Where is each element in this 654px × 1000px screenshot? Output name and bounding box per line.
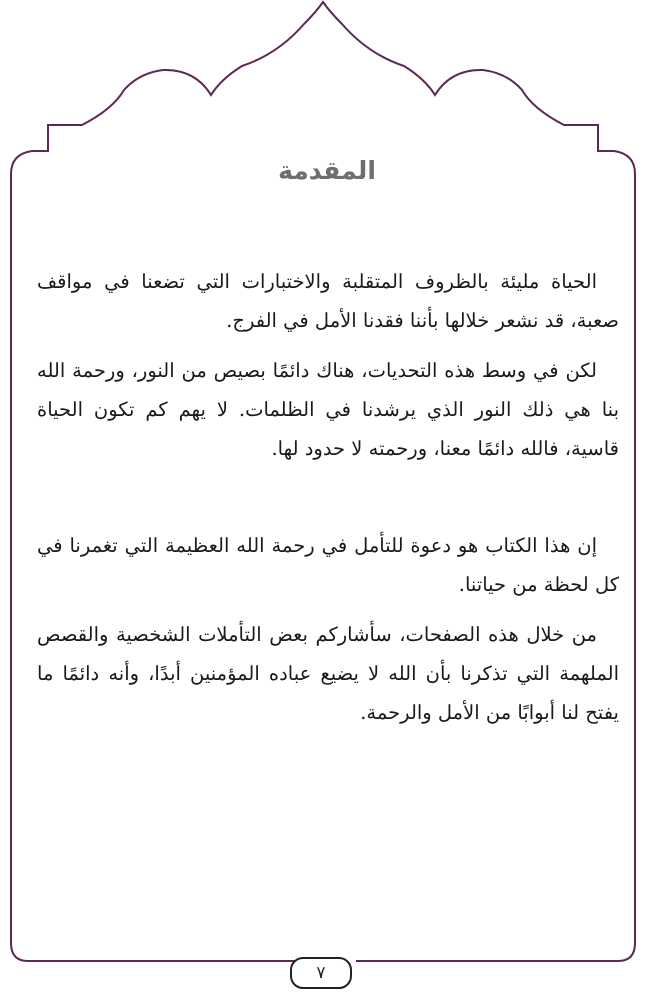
- page-title: المقدمة: [278, 156, 376, 185]
- paragraph-1: الحياة مليئة بالظروف المتقلبة والاختبارات التي تضعنا في مواقف صعبة، قد نشعر خلالها بأننا فقدنا الأمل في الفرج.: [37, 270, 619, 332]
- paragraph-4: من خلال هذه الصفحات، سأشاركم بعض التأملات الشخصية والقصص الملهمة التي تذكرنا بأن الله لا يضيع عباده المؤمنين أبدًا، وأنه دائمًا ما يفتح لنا أبوابًا من الأمل والرحمة.: [37, 623, 619, 724]
- body-text: [37, 262, 619, 743]
- paragraph-2: لكن في وسط هذه التحديات، هناك دائمًا بصيص من النور، ورحمة الله بنا هي ذلك النور الذي يرشدنا في الظلمات. لا يهم كم تكون الحياة قاسية، فالله دائمًا معنا، ورحمته لا حدود لها.: [37, 359, 619, 460]
- paragraph-3: إن هذا الكتاب هو دعوة للتأمل في رحمة الله العظيمة التي تغمرنا في كل لحظة من حياتنا.: [37, 534, 619, 596]
- page-number: ٧: [316, 963, 326, 983]
